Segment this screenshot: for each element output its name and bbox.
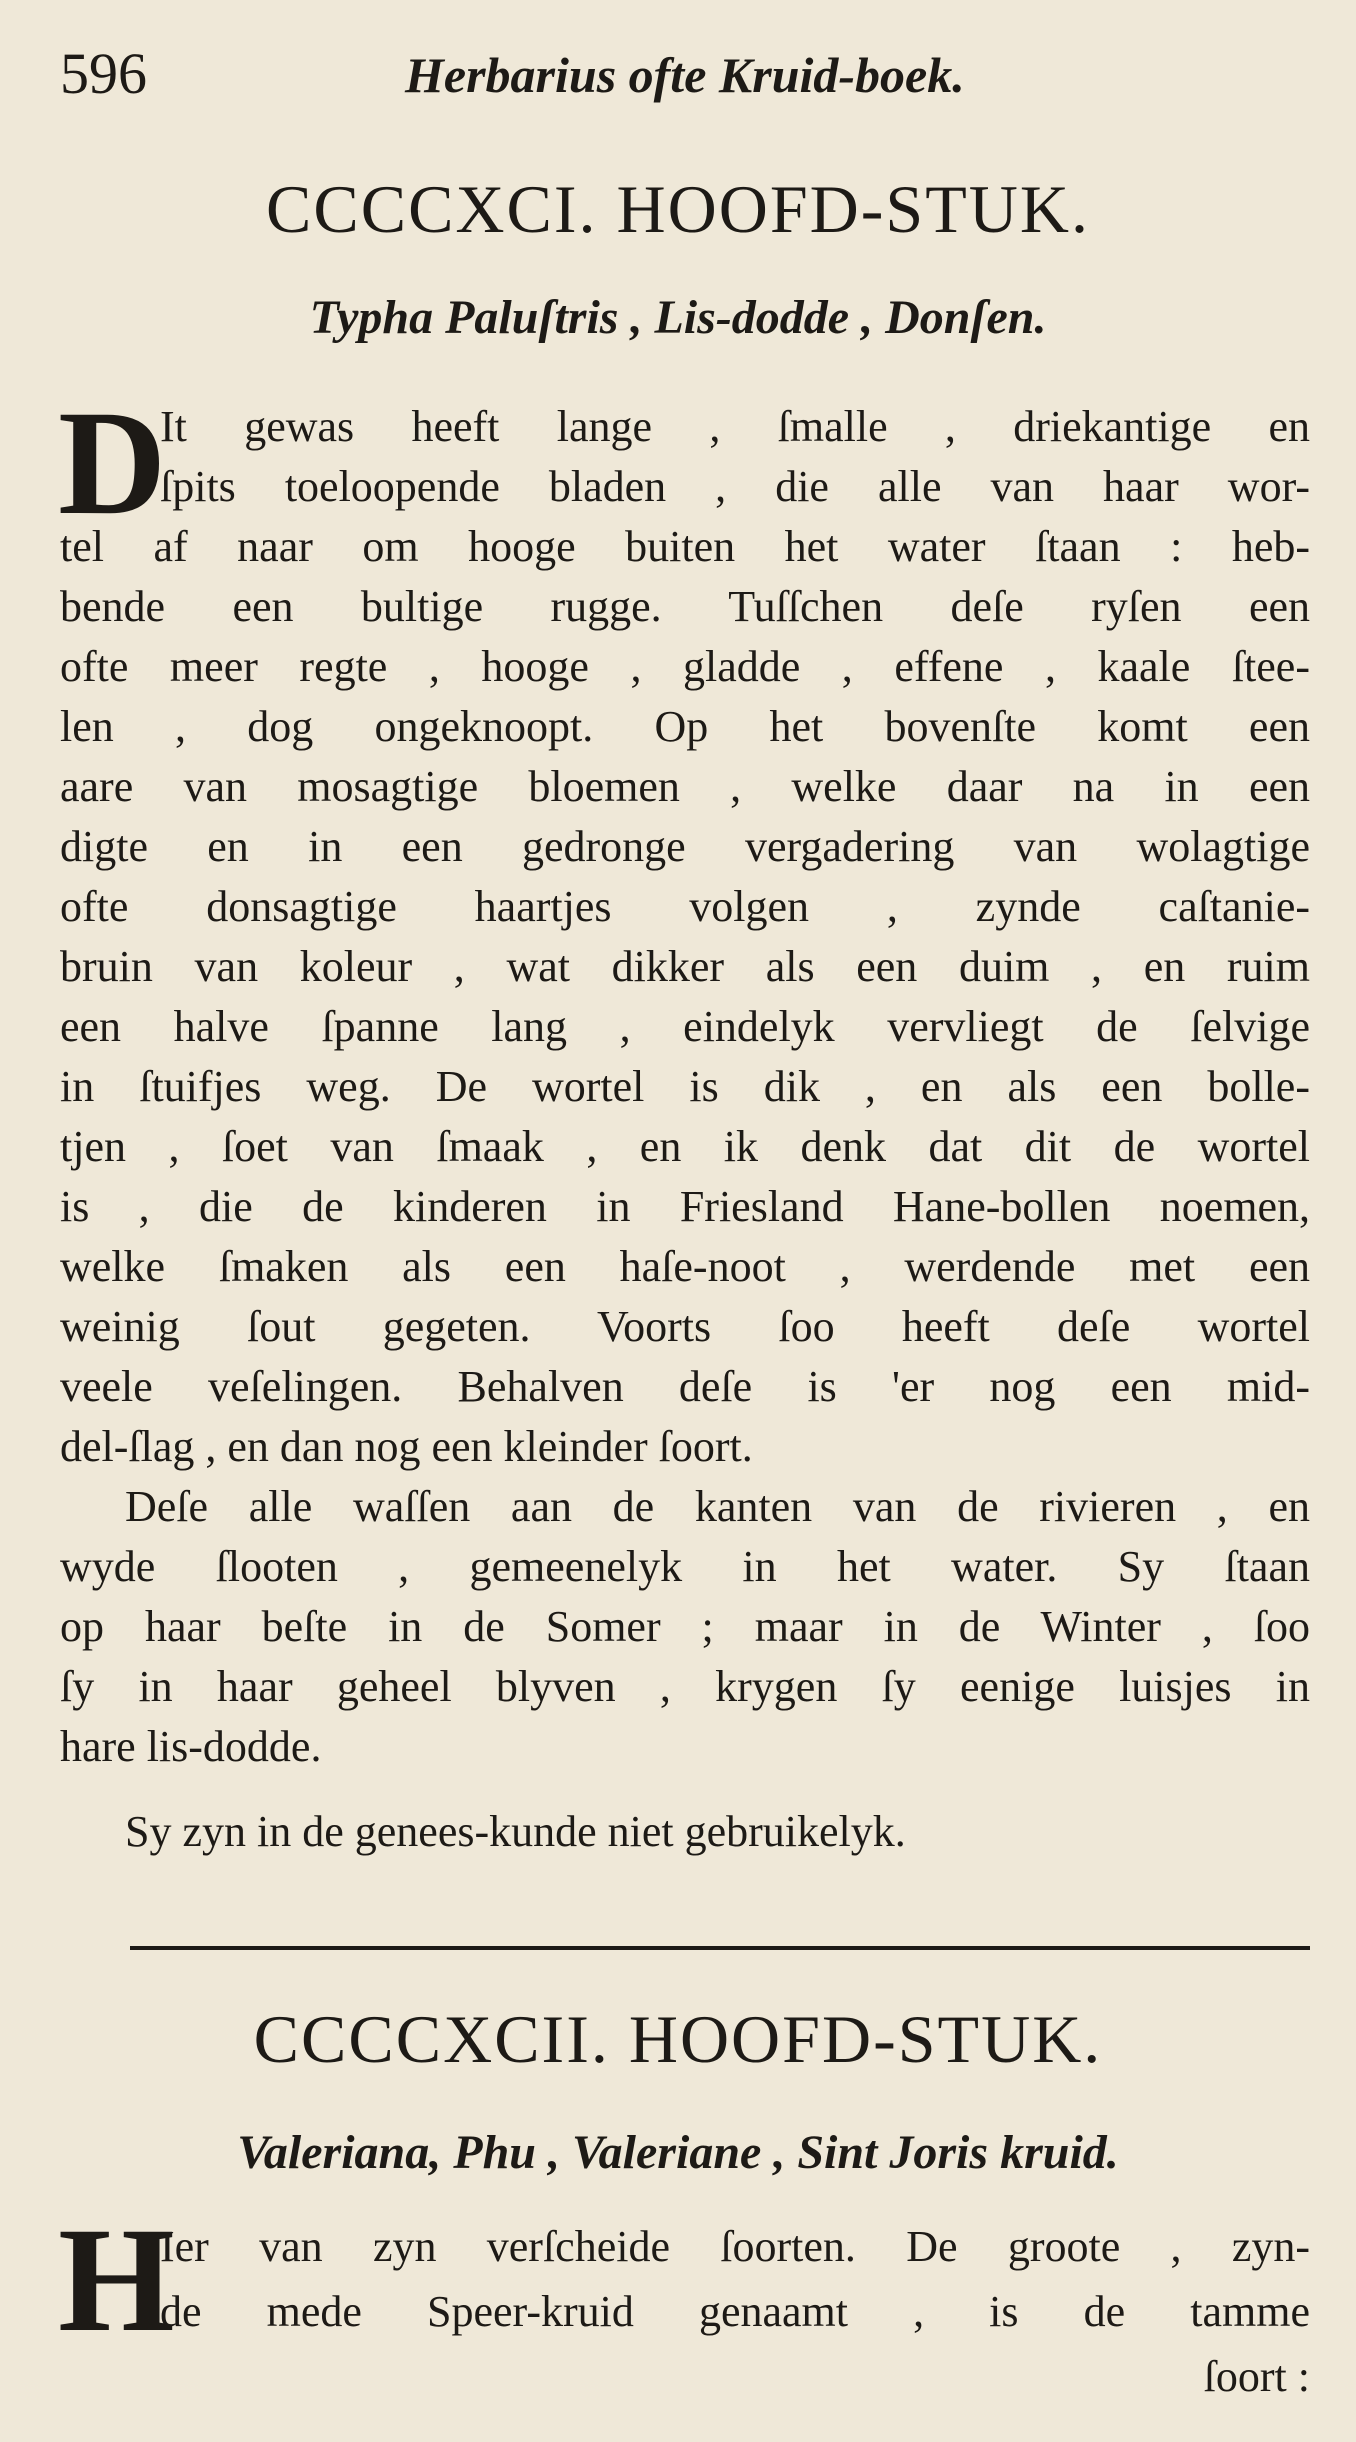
text-line: is , die de kinderen in Friesland Hane-bollen noemen, — [60, 1182, 1310, 1231]
text-line: ſoort : — [1203, 2352, 1310, 2401]
drop-cap: D — [58, 380, 167, 546]
text-line: len , dog ongeknoopt. Op het bovenſte komt een — [60, 702, 1310, 751]
text-line: ſpits toeloopende bladen , die alle van haar wor- — [160, 462, 1310, 511]
chapter-subtitle: Typha Paluſtris , Lis-dodde , Donſen. — [309, 291, 1047, 344]
chapter-heading: CCCCXCI. HOOFD-STUK. — [266, 171, 1090, 247]
text-line: ſy in haar geheel blyven , krygen ſy eenige luisjes in — [60, 1662, 1310, 1711]
text-line: ofte donsagtige haartjes volgen , zynde caſtanie- — [60, 882, 1310, 931]
text-line: bruin van koleur , wat dikker als een duim , en ruim — [60, 942, 1310, 991]
text-line: de mede Speer-kruid genaamt , is de tamme — [160, 2287, 1310, 2336]
text-line: weinig ſout gegeten. Voorts ſoo heeft deſe wortel — [60, 1302, 1310, 1351]
text-line: welke ſmaken als een haſe-noot , werdende met een — [60, 1242, 1310, 1291]
text-line: del-ſlag , en dan nog een kleinder ſoort. — [60, 1422, 753, 1471]
text-line: Sy zyn in de genees-kunde niet gebruikelyk. — [125, 1807, 906, 1856]
page-number: 596 — [60, 41, 147, 106]
text-line: tjen , ſoet van ſmaak , en ik denk dat dit de wortel — [60, 1122, 1310, 1171]
chapter-heading: CCCCXCII. HOOFD-STUK. — [253, 2001, 1103, 2077]
text-line: op haar beſte in de Somer ; maar in de Winter , ſoo — [60, 1602, 1310, 1651]
text-line: Deſe alle waſſen aan de kanten van de rivieren , en — [125, 1482, 1310, 1531]
text-line: in ſtuifjes weg. De wortel is dik , en als een bolle- — [60, 1062, 1310, 1111]
text-line: bende een bultige rugge. Tuſſchen deſe ryſen een — [60, 582, 1310, 631]
text-line: It gewas heeft lange , ſmalle , driekantige en — [160, 402, 1310, 451]
text-line: wyde ſlooten , gemeenelyk in het water. Sy ſtaan — [60, 1542, 1310, 1591]
text-line: digte en in een gedronge vergadering van wolagtige — [60, 822, 1310, 871]
text-line: Ier van zyn verſcheide ſoorten. De groote , zyn- — [160, 2222, 1310, 2271]
text-line: aare van mosagtige bloemen , welke daar na in een — [60, 762, 1310, 811]
text-line: hare lis-dodde. — [60, 1722, 322, 1771]
text-line: een halve ſpanne lang , eindelyk vervliegt de ſelvige — [60, 1002, 1310, 1051]
running-head — [60, 40, 1296, 120]
text-line: ofte meer regte , hooge , gladde , effene , kaale ſtee- — [60, 642, 1310, 691]
text-line: veele veſelingen. Behalven deſe is 'er nog een mid- — [60, 1362, 1310, 1411]
running-title: Herbarius ofte Kruid-boek. — [405, 47, 965, 103]
chapter-subtitle: Valeriana, Phu , Valeriane , Sint Joris kruid. — [237, 2126, 1119, 2179]
text-line: tel af naar om hooge buiten het water ſtaan : heb- — [60, 522, 1310, 571]
drop-cap: H — [58, 2197, 175, 2363]
section-divider — [130, 1946, 1310, 1950]
